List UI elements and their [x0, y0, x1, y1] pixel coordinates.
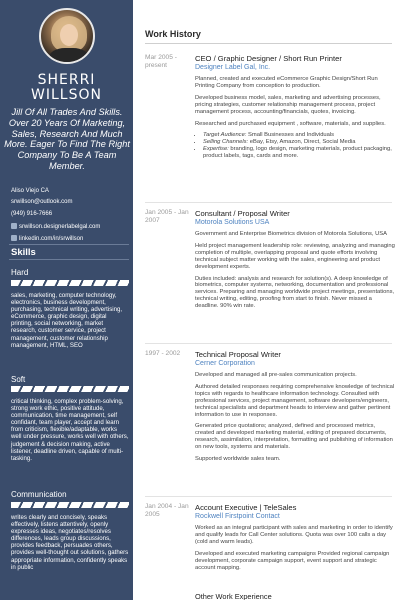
job-divider: [145, 202, 392, 203]
job-dates: Jan 2005 - Jan 2007: [145, 209, 189, 224]
job-dates: Jan 2004 - Jan 2005: [145, 503, 189, 518]
last-name: WILLSON: [31, 87, 102, 103]
job-paragraph: Authored detailed responses requiring comprehensive knowledge of technical topics with regards to healthcare information technology. Consulted with professional services, project management, software developers/engineers, technical specialists and department heads to interview and gather pertinent information to use in responses.: [195, 383, 395, 418]
section-divider: [9, 259, 129, 260]
job-dates: Mar 2005 - present: [145, 54, 177, 69]
job-title: Technical Proposal Writer: [195, 350, 281, 359]
job-paragraph: Planned, created and executed eCommerce Graphic Design/Short Run Printing Company from conception to production.: [195, 76, 378, 89]
skill-group-text: sales, marketing, computer technology, electronics, business development, purchasing, technical writing, advertising, eCommerce, graphic design, digital printing, social networking, market research, customer service, project management, customer relationship management, HTML, SEO: [11, 292, 123, 349]
linkedin-text: linkedin.com/in/srwillson: [19, 236, 84, 242]
linkedin-link[interactable]: [11, 235, 83, 243]
globe-icon: [11, 223, 17, 229]
job-divider: [145, 343, 392, 344]
company-name: Cerner Corporation: [195, 360, 255, 367]
section-divider: [9, 244, 129, 245]
list-item: • Selling Channels: eBay, Etsy, Amazon, Direct, Social Media: [203, 139, 395, 146]
skill-group-text: writes clearly and concisely, speaks effectively, listens attentively, openly expresses ideas, negotiates/resolves differences, leads group discussions, provides feedback, persuades others, provides well-thought out solutions, gathers appropriate information, confidently speaks in public: [11, 514, 129, 571]
job-paragraph: Developed and executed marketing campaigns Provided regional campaign development, corporate campaign support, event support and strategic account mapping.: [195, 550, 390, 571]
job-paragraph: Developed business model, sales, marketing and advertising processes, pricing strategies, customer relationship management process, project management process, accounting/financials, quotes, invoicing.: [195, 94, 381, 115]
skill-level-bar: [11, 502, 129, 508]
work-history-heading: Work History: [145, 29, 201, 39]
main-content: [133, 0, 400, 600]
location: Aliso Viejo CA: [11, 188, 49, 194]
list-item: • Target Audience: Small Businesses and Individuals: [203, 132, 395, 139]
phone-number: (949) 916-7666: [11, 211, 53, 217]
skill-group-title: Communication: [11, 490, 67, 499]
skill-group-title: Hard: [11, 268, 29, 277]
first-name: SHERRI: [37, 72, 96, 88]
company-name: Designer Label Gal, Inc.: [195, 64, 271, 71]
tagline: Jill Of All Trades And Skills. Over 20 Years Of Marketing, Sales, Research And Much More. Eager To Find The Right Company To Be A Team Member.: [4, 107, 130, 171]
job-bullets: [203, 132, 395, 160]
job-title: CEO / Graphic Designer / Short Run Printer: [195, 54, 342, 63]
linkedin-icon: [11, 235, 17, 241]
job-title: Consultant / Proposal Writer: [195, 209, 290, 218]
company-name: Rockwell Firstpoint Contact: [195, 513, 280, 520]
job-dates: 1997 - 2002: [145, 350, 181, 357]
skill-level-bar: [11, 386, 129, 392]
job-paragraph: Supported worldwide sales team.: [195, 456, 281, 463]
job-paragraph: Developed and managed all pre-sales communication projects.: [195, 372, 357, 378]
website-text: srwillson.designerlabelgal.com: [19, 224, 101, 230]
job-paragraph: Held project management leadership role: reviewing, analyzing and managing completion of multiple, overlapping proposal and quote efforts involving technical subject matter working with the sales, engineering and product development experts.: [195, 242, 395, 270]
website-link[interactable]: [11, 223, 100, 231]
list-item: • Expertise: branding, logo design, marketing materials, product packaging, product labels, tags, cards and more.: [203, 146, 395, 160]
job-paragraph: Generated price quotations; analyzed, defined and processed metrics, created and developed marketing material, editing of prepared documents, research, assimilation, interpretation, formatting and publishing of information on new tools, systems and materials.: [195, 423, 393, 451]
heading-rule: [145, 43, 392, 44]
profile-photo: [39, 8, 95, 64]
email-link[interactable]: srwillson@outlook.com: [11, 199, 73, 205]
skill-group-title: Soft: [11, 375, 26, 384]
other-work-heading: Other Work Experience: [195, 592, 272, 600]
job-paragraph: Government and Enterprise Biometrics division of Motorola Solutions, USA: [195, 231, 388, 237]
job-divider: [145, 496, 392, 497]
company-name: Motorola Solutions USA: [195, 219, 270, 226]
sidebar: [0, 0, 133, 600]
job-title: Account Executive | TeleSales: [195, 503, 297, 512]
skill-level-bar: [11, 280, 129, 286]
skill-group-text: critical thinking, complex problem-solving, strong work ethic, positive attitude, communication, time management, self confidant, team player, accept and learn from criticism, flexible/adaptable, works well under pressure, works well with others, judgement & decision making, active listener, deadline driven, capable of multi-tasking.: [11, 398, 129, 462]
job-paragraph: Worked as an integral participant with sales and marketing in order to identify and qualify leads for Call Center solutions. Quota was over 100 calls a day (cold and warm leads).: [195, 525, 393, 545]
job-paragraph: Duties included: analysis and research for solution(s). A deep knowledge of biometrics, computer systems, networking, documentation and professional services. Preparing and managing worldwide project meetings, presentations, technical writing, editing, proofing from start to finish. Never missed a deadline. 90% win rate.: [195, 275, 395, 310]
skills-heading: Skills: [11, 247, 36, 258]
job-paragraph: Researched and purchased equipment , software, materials, and supplies.: [195, 120, 386, 127]
